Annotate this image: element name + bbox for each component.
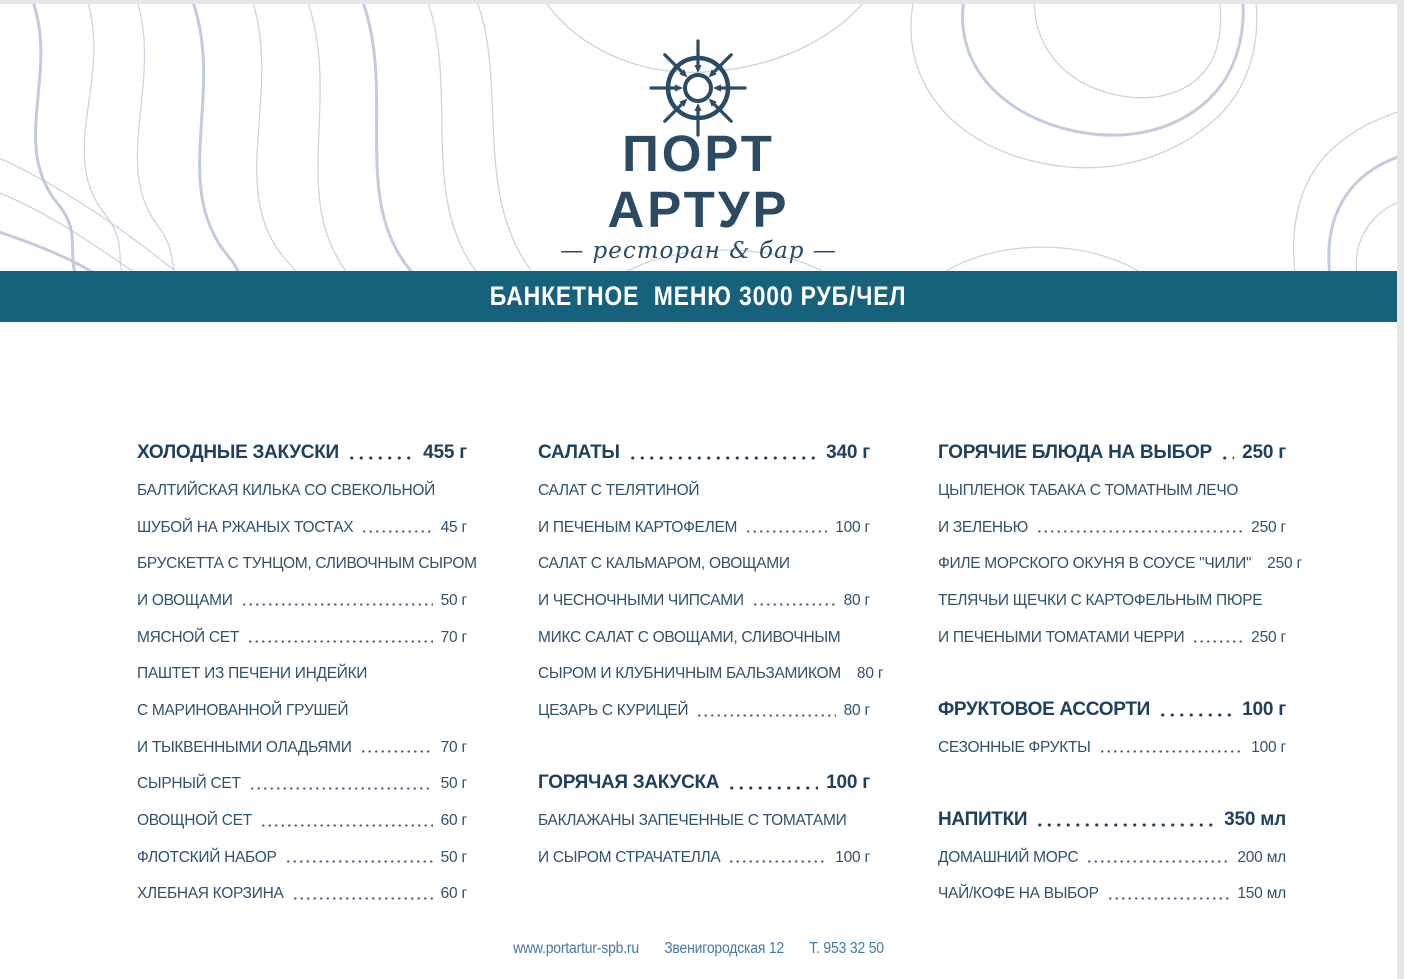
section-portion: 350 мл [1224, 808, 1286, 830]
menu-item-name: И ОВОЩАМИ [137, 591, 233, 609]
menu-item [538, 507, 870, 544]
menu-columns [0, 434, 1397, 934]
menu-item-weight: 250 г [1251, 628, 1286, 646]
section-spacer [938, 654, 1286, 691]
menu-item [137, 691, 467, 728]
dotted-leader [361, 530, 432, 533]
dotted-leader [1035, 823, 1216, 827]
menu-item-name: САЛАТ С ТЕЛЯТИНОЙ [538, 481, 700, 499]
dotted-leader [241, 603, 433, 606]
menu-item [538, 617, 870, 654]
menu-item [938, 471, 1286, 508]
menu-column [538, 434, 884, 874]
section-spacer [538, 728, 870, 765]
menu-item-name: ЦЫПЛЕНОК ТАБАКА С ТОМАТНЫМ ЛЕЧО [938, 481, 1239, 499]
dotted-leader [249, 787, 433, 790]
menu-item [137, 617, 467, 654]
menu-item [938, 544, 1302, 581]
menu-item-name: ФИЛЕ МОРСКОГО ОКУНЯ В СОУСЕ "ЧИЛИ" [938, 555, 1252, 573]
section-portion: 100 г [826, 771, 870, 793]
menu-item-weight: 50 г [440, 775, 467, 793]
menu-item [538, 654, 884, 691]
menu-item [538, 691, 870, 728]
menu-item-name: САЛАТ С КАЛЬМАРОМ, ОВОЩАМИ [538, 555, 790, 573]
menu-item-name: МИКС САЛАТ С ОВОЩАМИ, СЛИВОЧНЫМ [538, 628, 841, 646]
dotted-leader [1099, 750, 1244, 753]
section-header [538, 764, 870, 801]
menu-item-name: ОВОЩНОЙ СЕТ [137, 812, 252, 830]
section-header [938, 691, 1286, 728]
menu-item-name: ФЛОТСКИЙ НАБОР [137, 848, 277, 866]
banquet-banner [0, 271, 1397, 322]
footer-website: www.portartur-spb.ru [513, 940, 639, 957]
dotted-leader [1220, 456, 1234, 460]
menu-item-weight: 80 г [843, 591, 870, 609]
menu-item [137, 874, 467, 911]
section-header [938, 434, 1286, 471]
menu-item [938, 581, 1286, 618]
restaurant-name-line2: АРТУР [607, 181, 790, 238]
menu-item-name: ДОМАШНИЙ МОРС [938, 848, 1079, 866]
section-portion: 100 г [1242, 698, 1286, 720]
dotted-leader [1086, 860, 1229, 863]
section-title: ГОРЯЧИЕ БЛЮДА НА ВЫБОР [938, 441, 1212, 463]
menu-column [137, 434, 477, 911]
menu-item-weight: 60 г [440, 812, 467, 830]
menu-item-name: И ТЫКВЕННЫМИ ОЛАДЬЯМИ [137, 738, 352, 756]
menu-item-name: БАКЛАЖАНЫ ЗАПЕЧЕННЫЕ С ТОМАТАМИ [538, 812, 847, 830]
menu-item [137, 507, 467, 544]
menu-item-weight: 60 г [440, 885, 467, 903]
menu-item-name: СЫРНЫЙ СЕТ [137, 775, 241, 793]
section-portion: 340 г [826, 441, 870, 463]
menu-item [137, 581, 467, 618]
menu-item [938, 507, 1286, 544]
section-header [137, 434, 467, 471]
menu-item [137, 728, 467, 765]
menu-item-name: И ПЕЧЕНЫМ КАРТОФЕЛЕМ [538, 518, 738, 536]
restaurant-name-line1: ПОРТ [622, 125, 775, 182]
menu-item-weight: 150 мл [1237, 885, 1286, 903]
section-title: ГОРЯЧАЯ ЗАКУСКА [538, 771, 720, 793]
menu-item-name: ПАШТЕТ ИЗ ПЕЧЕНИ ИНДЕЙКИ [137, 665, 368, 683]
menu-item-name: СЕЗОННЫЕ ФРУКТЫ [938, 738, 1091, 756]
menu-item-name: С МАРИНОВАННОЙ ГРУШЕЙ [137, 702, 349, 719]
dotted-leader [360, 750, 433, 753]
section-portion: 455 г [423, 441, 467, 463]
menu-item-name: И СЫРОМ СТРАЧАТЕЛЛА [538, 848, 721, 866]
dotted-leader [728, 860, 827, 863]
section-title: САЛАТЫ [538, 441, 620, 463]
section-header [538, 434, 870, 471]
dotted-leader [1107, 897, 1230, 900]
menu-item-name: И ПЕЧЕНЫМИ ТОМАТАМИ ЧЕРРИ [938, 628, 1185, 646]
footer-contacts [70, 940, 1327, 958]
menu-page [0, 4, 1397, 979]
menu-item [938, 874, 1286, 911]
menu-item [137, 764, 467, 801]
menu-item-weight: 250 г [1267, 555, 1302, 573]
menu-item [938, 617, 1286, 654]
banner-title: БАНКЕТНОЕ МЕНЮ 3000 РУБ/ЧЕЛ [490, 281, 907, 311]
dotted-leader [745, 530, 827, 533]
menu-item-weight: 100 г [1251, 738, 1286, 756]
menu-item [137, 471, 467, 508]
menu-item-weight: 50 г [440, 848, 467, 866]
dotted-leader [347, 456, 415, 460]
menu-item-weight: 100 г [835, 848, 870, 866]
footer-address: Звенигородская 12 [664, 940, 785, 957]
menu-item-weight: 45 г [440, 518, 467, 536]
menu-item-name: МЯСНОЙ СЕТ [137, 628, 239, 646]
restaurant-tagline: — ресторан & бар — [560, 238, 837, 264]
menu-item-name: ШУБОЙ НА РЖАНЫХ ТОСТАХ [137, 518, 354, 536]
menu-item-weight: 70 г [440, 628, 467, 646]
footer-phone: Т. 953 32 50 [809, 940, 884, 957]
menu-item-weight: 200 мл [1237, 848, 1286, 866]
section-header [938, 801, 1286, 838]
menu-item-name: БРУСКЕТТА С ТУНЦОМ, СЛИВОЧНЫМ СЫРОМ [137, 555, 477, 573]
menu-item-weight: 80 г [856, 665, 884, 683]
menu-item-weight: 70 г [440, 738, 467, 756]
dotted-leader [292, 897, 433, 900]
dotted-leader [247, 640, 433, 643]
menu-item [137, 801, 467, 838]
menu-item-name: БАЛТИЙСКАЯ КИЛЬКА СО СВЕКОЛЬНОЙ [137, 481, 435, 499]
dotted-leader [1158, 713, 1234, 717]
menu-item [137, 544, 477, 581]
dotted-leader [727, 786, 818, 790]
menu-item-name: ХЛЕБНАЯ КОРЗИНА [137, 885, 284, 903]
dotted-leader [628, 456, 818, 460]
menu-item [938, 838, 1286, 875]
menu-item [538, 471, 870, 508]
menu-item-weight: 100 г [835, 518, 870, 536]
section-spacer [938, 764, 1286, 801]
menu-item [137, 838, 467, 875]
dotted-leader [696, 714, 835, 717]
dotted-leader [752, 603, 836, 606]
dotted-leader [1192, 640, 1243, 643]
dotted-leader [285, 860, 433, 863]
menu-item [538, 838, 870, 875]
menu-item-weight: 250 г [1251, 518, 1286, 536]
menu-item [538, 581, 870, 618]
menu-item-name: ЦЕЗАРЬ С КУРИЦЕЙ [538, 702, 689, 719]
menu-item-weight: 50 г [440, 591, 467, 609]
dotted-leader [1036, 530, 1243, 533]
menu-item [538, 544, 870, 581]
section-portion: 250 г [1242, 441, 1286, 463]
menu-item-weight: 80 г [843, 702, 870, 719]
menu-column [938, 434, 1302, 911]
ship-wheel-icon [648, 38, 748, 138]
menu-item-name: И ЗЕЛЕНЬЮ [938, 518, 1028, 536]
section-title: НАПИТКИ [938, 808, 1028, 830]
section-title: ХОЛОДНЫЕ ЗАКУСКИ [137, 441, 339, 463]
menu-item [137, 654, 467, 691]
menu-item-name: И ЧЕСНОЧНЫМИ ЧИПСАМИ [538, 591, 744, 609]
menu-item-name: СЫРОМ И КЛУБНИЧНЫМ БАЛЬЗАМИКОМ [538, 665, 841, 683]
menu-item [538, 801, 870, 838]
dotted-leader [260, 824, 433, 827]
section-title: ФРУКТОВОЕ АССОРТИ [938, 698, 1150, 720]
menu-item [938, 728, 1286, 765]
menu-item-name: ТЕЛЯЧЬИ ЩЕЧКИ С КАРТОФЕЛЬНЫМ ПЮРЕ [938, 591, 1263, 609]
menu-item-name: ЧАЙ/КОФЕ НА ВЫБОР [938, 885, 1099, 903]
